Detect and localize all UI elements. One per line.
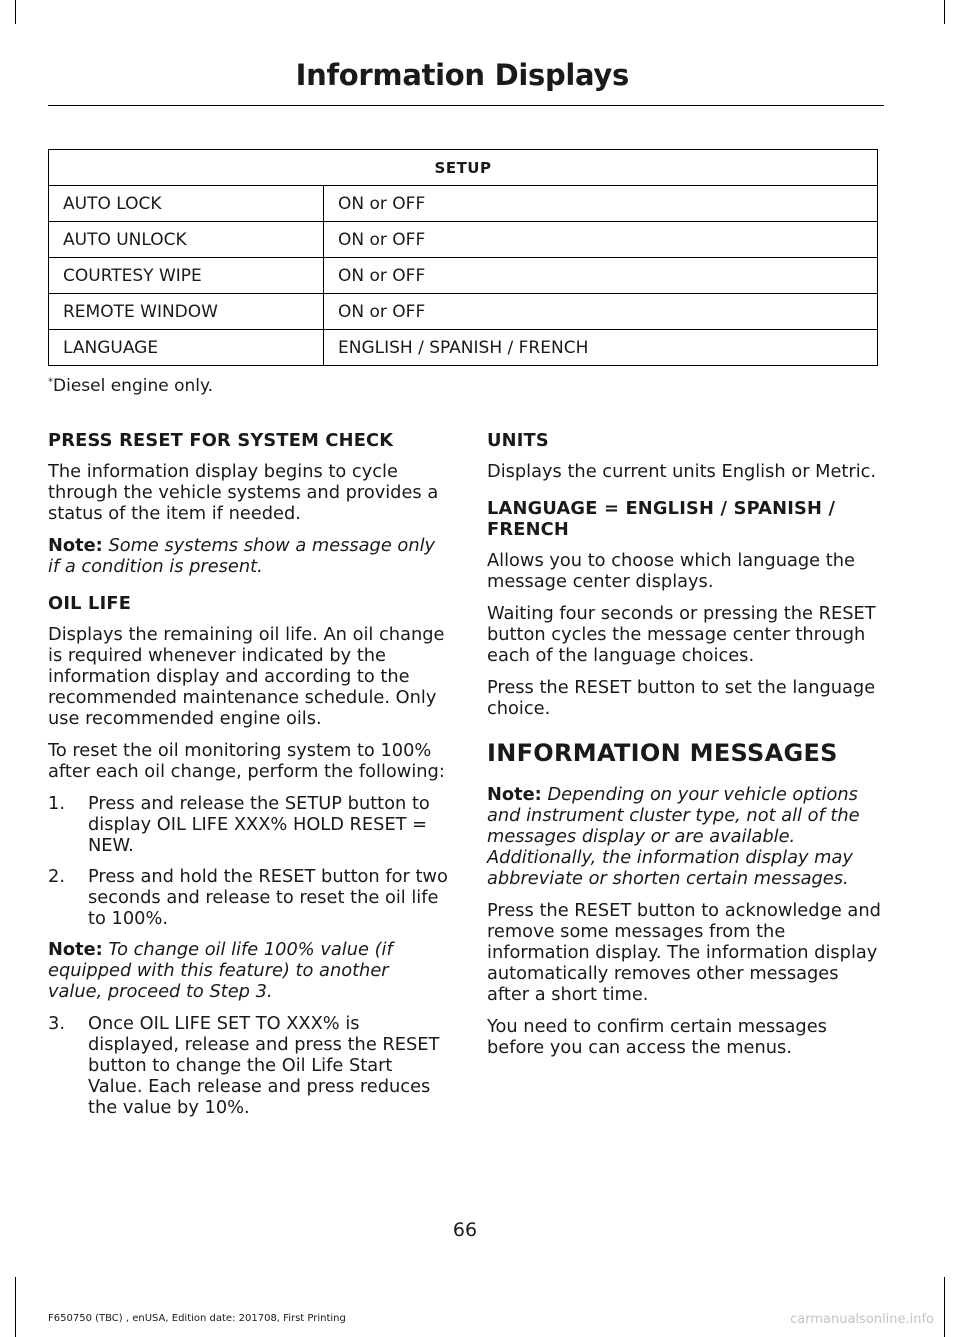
table-row: [49, 330, 878, 366]
setting-value-cell: ON or OFF: [324, 186, 878, 222]
page-title: Information Displays: [295, 58, 629, 92]
oil-life-paragraph: Displays the remaining oil life. An oil change is required whenever indicated by the information display and according to the recommended maintenance schedule. Only use recommended engine oils.: [48, 624, 445, 729]
language-set-paragraph: Press the RESET button to set the language choice.: [487, 677, 876, 719]
note-text: Depending on your vehicle options and instrument cluster type, not all of the messages display or are available. Additionally, the information display may abbreviate or shorten certain messages.: [487, 784, 860, 889]
watermark: carmanualsonline.info: [790, 1312, 934, 1327]
setup-table-heading: SETUP: [49, 150, 878, 186]
language-cycle-paragraph: Waiting four seconds or pressing the RESET button cycles the message center through each of the language choices.: [487, 603, 876, 666]
list-item: [48, 1013, 448, 1118]
setup-table-header-row: [49, 150, 878, 186]
footnote-marker: *: [48, 376, 53, 388]
list-item: [48, 866, 448, 929]
section-heading-system-check: PRESS RESET FOR SYSTEM CHECK: [48, 430, 394, 451]
setup-table: [48, 149, 878, 366]
table-row: [49, 186, 878, 222]
table-row: [49, 294, 878, 330]
setting-name-cell: AUTO UNLOCK: [49, 222, 324, 258]
section-heading-language: LANGUAGE = ENGLISH / SPANISH / FRENCH: [487, 498, 836, 540]
setting-value-cell: ON or OFF: [324, 294, 878, 330]
note-text: Some systems show a message only if a condition is present.: [48, 535, 436, 577]
note-label: Note:: [48, 939, 103, 960]
table-row: [49, 258, 878, 294]
note-text: To change oil life 100% value (if equipped with this feature) to another value, proceed to Step 3.: [48, 939, 393, 1002]
step-text: Press and hold the RESET button for two seconds and release to reset the oil life to 100%.: [88, 866, 448, 929]
page-number: 66: [452, 1219, 478, 1241]
section-title-information-messages: INFORMATION MESSAGES: [487, 739, 838, 767]
step-number: 1.: [48, 793, 65, 814]
crop-mark-bottom-right: [944, 1277, 945, 1337]
step-text: Press and release the SETUP button to display OIL LIFE XXX% HOLD RESET = NEW.: [88, 793, 430, 856]
list-item: [48, 793, 448, 856]
system-check-paragraph: The information display begins to cycle through the vehicle systems and provides a status of the item if needed.: [48, 461, 439, 524]
header-divider: [48, 105, 884, 106]
edition-footer: F650750 (TBC) , enUSA, Edition date: 201708, First Printing: [48, 1313, 346, 1324]
section-heading-units: UNITS: [487, 430, 549, 451]
messages-confirm-paragraph: You need to confirm certain messages before you can access the menus.: [487, 1016, 827, 1058]
crop-mark-bottom-left: [15, 1277, 16, 1337]
setting-name-cell: COURTESY WIPE: [49, 258, 324, 294]
crop-mark-top-left: [15, 0, 16, 24]
step-text: Once OIL LIFE SET TO XXX% is displayed, release and press the RESET button to change the Oil Life Start Value. Each release and press reduces the value by 10%.: [88, 1013, 440, 1118]
setting-value-cell: ON or OFF: [324, 258, 878, 294]
setting-name-cell: REMOTE WINDOW: [49, 294, 324, 330]
left-column: [48, 430, 448, 1128]
footnote-text: Diesel engine only.: [53, 376, 214, 396]
messages-acknowledge-paragraph: Press the RESET button to acknowledge and remove some messages from the information display. The information display automatically removes other messages after a short time.: [487, 900, 881, 1005]
crop-mark-top-right: [944, 0, 945, 24]
table-row: [49, 222, 878, 258]
units-paragraph: Displays the current units English or Metric.: [487, 461, 877, 482]
step-number: 3.: [48, 1013, 65, 1034]
oil-life-note: [48, 939, 448, 1002]
language-paragraph: Allows you to choose which language the message center displays.: [487, 550, 855, 592]
setting-name-cell: LANGUAGE: [49, 330, 324, 366]
right-column: [487, 430, 882, 1069]
section-heading-oil-life: OIL LIFE: [48, 593, 132, 614]
step-number: 2.: [48, 866, 65, 887]
messages-note: [487, 784, 882, 889]
setting-value-cell: ENGLISH / SPANISH / FRENCH: [324, 330, 878, 366]
note-label: Note:: [487, 784, 542, 805]
table-footnote: [48, 376, 213, 396]
oil-reset-intro: To reset the oil monitoring system to 100% after each oil change, perform the following:: [48, 740, 445, 782]
setting-value-cell: ON or OFF: [324, 222, 878, 258]
note-label: Note:: [48, 535, 103, 556]
system-check-note: [48, 535, 448, 577]
setting-name-cell: AUTO LOCK: [49, 186, 324, 222]
